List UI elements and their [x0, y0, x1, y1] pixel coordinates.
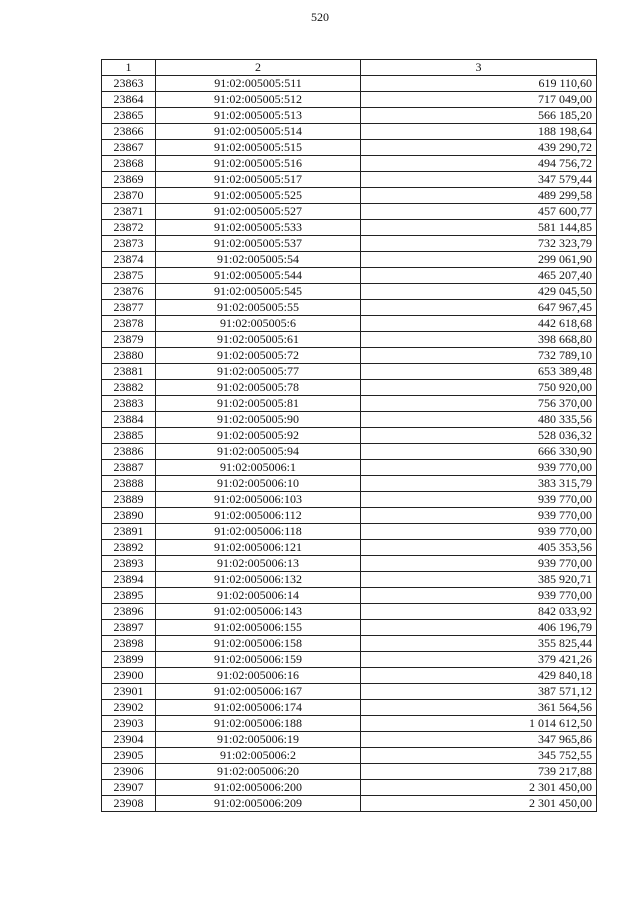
row-number-cell: 23901: [102, 684, 156, 700]
row-number-cell: 23865: [102, 108, 156, 124]
row-number-cell: 23879: [102, 332, 156, 348]
value-cell: 188 198,64: [361, 124, 597, 140]
row-number-cell: 23906: [102, 764, 156, 780]
cadastral-number-cell: 91:02:005006:16: [156, 668, 361, 684]
row-number-cell: 23873: [102, 236, 156, 252]
value-cell: 732 789,10: [361, 348, 597, 364]
value-cell: 653 389,48: [361, 364, 597, 380]
table-row: [102, 172, 597, 188]
row-number-cell: 23882: [102, 380, 156, 396]
table-row: [102, 652, 597, 668]
cadastral-number-cell: 91:02:005006:121: [156, 540, 361, 556]
value-cell: 939 770,00: [361, 588, 597, 604]
table-row: [102, 428, 597, 444]
cadastral-number-cell: 91:02:005006:209: [156, 796, 361, 812]
cadastral-number-cell: 91:02:005005:92: [156, 428, 361, 444]
table-row: [102, 92, 597, 108]
table-row: [102, 620, 597, 636]
table-row: [102, 140, 597, 156]
value-cell: 383 315,79: [361, 476, 597, 492]
value-cell: 528 036,32: [361, 428, 597, 444]
value-cell: 347 965,86: [361, 732, 597, 748]
row-number-cell: 23884: [102, 412, 156, 428]
cadastral-number-cell: 91:02:005005:515: [156, 140, 361, 156]
cadastral-number-cell: 91:02:005006:158: [156, 636, 361, 652]
row-number-cell: 23893: [102, 556, 156, 572]
value-cell: 406 196,79: [361, 620, 597, 636]
cadastral-number-cell: 91:02:005005:81: [156, 396, 361, 412]
cadastral-number-cell: 91:02:005005:55: [156, 300, 361, 316]
value-cell: 566 185,20: [361, 108, 597, 124]
value-cell: 361 564,56: [361, 700, 597, 716]
row-number-cell: 23905: [102, 748, 156, 764]
value-cell: 405 353,56: [361, 540, 597, 556]
table-row: [102, 300, 597, 316]
row-number-cell: 23874: [102, 252, 156, 268]
cadastral-number-cell: 91:02:005006:20: [156, 764, 361, 780]
cadastral-number-cell: 91:02:005006:132: [156, 572, 361, 588]
row-number-cell: 23886: [102, 444, 156, 460]
table-row: [102, 412, 597, 428]
value-cell: 756 370,00: [361, 396, 597, 412]
cadastral-number-cell: 91:02:005006:167: [156, 684, 361, 700]
table-row: [102, 700, 597, 716]
value-cell: 398 668,80: [361, 332, 597, 348]
cadastral-number-cell: 91:02:005005:513: [156, 108, 361, 124]
row-number-cell: 23872: [102, 220, 156, 236]
table-row: [102, 444, 597, 460]
value-cell: 355 825,44: [361, 636, 597, 652]
row-number-cell: 23883: [102, 396, 156, 412]
cadastral-number-cell: 91:02:005005:512: [156, 92, 361, 108]
cadastral-number-cell: 91:02:005006:188: [156, 716, 361, 732]
table-row: [102, 604, 597, 620]
table-row: [102, 396, 597, 412]
table-row: [102, 780, 597, 796]
value-cell: 581 144,85: [361, 220, 597, 236]
cadastral-number-cell: 91:02:005006:174: [156, 700, 361, 716]
cadastral-number-cell: 91:02:005005:61: [156, 332, 361, 348]
value-cell: 439 290,72: [361, 140, 597, 156]
row-number-cell: 23863: [102, 76, 156, 92]
table-row: [102, 124, 597, 140]
value-cell: 385 920,71: [361, 572, 597, 588]
cadastral-number-cell: 91:02:005005:516: [156, 156, 361, 172]
cadastral-number-cell: 91:02:005005:54: [156, 252, 361, 268]
cadastral-number-cell: 91:02:005006:159: [156, 652, 361, 668]
row-number-cell: 23867: [102, 140, 156, 156]
cadastral-number-cell: 91:02:005005:514: [156, 124, 361, 140]
row-number-cell: 23899: [102, 652, 156, 668]
table-row: [102, 476, 597, 492]
value-cell: 429 045,50: [361, 284, 597, 300]
table-row: [102, 252, 597, 268]
row-number-cell: 23900: [102, 668, 156, 684]
value-cell: 732 323,79: [361, 236, 597, 252]
column-header-1: 1: [102, 60, 156, 76]
row-number-cell: 23895: [102, 588, 156, 604]
row-number-cell: 23866: [102, 124, 156, 140]
row-number-cell: 23890: [102, 508, 156, 524]
table-row: [102, 348, 597, 364]
table-row: [102, 764, 597, 780]
cadastral-number-cell: 91:02:005005:78: [156, 380, 361, 396]
cadastral-number-cell: 91:02:005006:13: [156, 556, 361, 572]
value-cell: 1 014 612,50: [361, 716, 597, 732]
table-row: [102, 236, 597, 252]
table-row: [102, 332, 597, 348]
cadastral-table: [101, 59, 597, 812]
table-row: [102, 268, 597, 284]
value-cell: 429 840,18: [361, 668, 597, 684]
value-cell: 465 207,40: [361, 268, 597, 284]
row-number-cell: 23908: [102, 796, 156, 812]
value-cell: 494 756,72: [361, 156, 597, 172]
table-row: [102, 492, 597, 508]
value-cell: 739 217,88: [361, 764, 597, 780]
row-number-cell: 23885: [102, 428, 156, 444]
cadastral-number-cell: 91:02:005005:544: [156, 268, 361, 284]
value-cell: 2 301 450,00: [361, 780, 597, 796]
table-body: [102, 76, 597, 812]
table-row: [102, 732, 597, 748]
table-row: [102, 524, 597, 540]
table-row: [102, 540, 597, 556]
value-cell: 480 335,56: [361, 412, 597, 428]
value-cell: 750 920,00: [361, 380, 597, 396]
table-row: [102, 668, 597, 684]
cadastral-number-cell: 91:02:005005:6: [156, 316, 361, 332]
cadastral-number-cell: 91:02:005005:90: [156, 412, 361, 428]
value-cell: 379 421,26: [361, 652, 597, 668]
table-row: [102, 684, 597, 700]
column-header-2: 2: [156, 60, 361, 76]
row-number-cell: 23897: [102, 620, 156, 636]
cadastral-number-cell: 91:02:005006:19: [156, 732, 361, 748]
cadastral-number-cell: 91:02:005005:525: [156, 188, 361, 204]
value-cell: 2 301 450,00: [361, 796, 597, 812]
table-row: [102, 188, 597, 204]
cadastral-number-cell: 91:02:005006:112: [156, 508, 361, 524]
row-number-cell: 23864: [102, 92, 156, 108]
cadastral-number-cell: 91:02:005006:200: [156, 780, 361, 796]
value-cell: 717 049,00: [361, 92, 597, 108]
row-number-cell: 23871: [102, 204, 156, 220]
row-number-cell: 23869: [102, 172, 156, 188]
cadastral-number-cell: 91:02:005006:14: [156, 588, 361, 604]
row-number-cell: 23889: [102, 492, 156, 508]
cadastral-number-cell: 91:02:005005:545: [156, 284, 361, 300]
table-row: [102, 588, 597, 604]
value-cell: 619 110,60: [361, 76, 597, 92]
cadastral-number-cell: 91:02:005005:77: [156, 364, 361, 380]
row-number-cell: 23880: [102, 348, 156, 364]
value-cell: 647 967,45: [361, 300, 597, 316]
value-cell: 489 299,58: [361, 188, 597, 204]
row-number-cell: 23896: [102, 604, 156, 620]
row-number-cell: 23887: [102, 460, 156, 476]
table-row: [102, 460, 597, 476]
column-header-3: 3: [361, 60, 597, 76]
page-number: 520: [311, 10, 329, 24]
table-row: [102, 508, 597, 524]
row-number-cell: 23902: [102, 700, 156, 716]
value-cell: 299 061,90: [361, 252, 597, 268]
table-row: [102, 572, 597, 588]
table-row: [102, 380, 597, 396]
row-number-cell: 23888: [102, 476, 156, 492]
table-row: [102, 220, 597, 236]
row-number-cell: 23907: [102, 780, 156, 796]
cadastral-number-cell: 91:02:005006:1: [156, 460, 361, 476]
cadastral-number-cell: 91:02:005006:10: [156, 476, 361, 492]
row-number-cell: 23891: [102, 524, 156, 540]
row-number-cell: 23894: [102, 572, 156, 588]
table-row: [102, 748, 597, 764]
table-row: [102, 108, 597, 124]
cadastral-number-cell: 91:02:005005:533: [156, 220, 361, 236]
cadastral-number-cell: 91:02:005006:2: [156, 748, 361, 764]
table-row: [102, 716, 597, 732]
cadastral-number-cell: 91:02:005005:94: [156, 444, 361, 460]
table-row: [102, 796, 597, 812]
value-cell: 939 770,00: [361, 460, 597, 476]
table-header-row: [102, 60, 597, 76]
cadastral-number-cell: 91:02:005006:155: [156, 620, 361, 636]
table-row: [102, 284, 597, 300]
value-cell: 457 600,77: [361, 204, 597, 220]
row-number-cell: 23875: [102, 268, 156, 284]
row-number-cell: 23892: [102, 540, 156, 556]
row-number-cell: 23903: [102, 716, 156, 732]
row-number-cell: 23876: [102, 284, 156, 300]
row-number-cell: 23904: [102, 732, 156, 748]
row-number-cell: 23877: [102, 300, 156, 316]
table-row: [102, 556, 597, 572]
cadastral-number-cell: 91:02:005005:72: [156, 348, 361, 364]
cadastral-number-cell: 91:02:005005:517: [156, 172, 361, 188]
table-row: [102, 204, 597, 220]
value-cell: 939 770,00: [361, 556, 597, 572]
value-cell: 939 770,00: [361, 524, 597, 540]
value-cell: 939 770,00: [361, 508, 597, 524]
row-number-cell: 23881: [102, 364, 156, 380]
table-row: [102, 156, 597, 172]
table-row: [102, 76, 597, 92]
value-cell: 345 752,55: [361, 748, 597, 764]
value-cell: 347 579,44: [361, 172, 597, 188]
value-cell: 939 770,00: [361, 492, 597, 508]
cadastral-number-cell: 91:02:005005:511: [156, 76, 361, 92]
row-number-cell: 23868: [102, 156, 156, 172]
cadastral-number-cell: 91:02:005006:103: [156, 492, 361, 508]
cadastral-number-cell: 91:02:005005:527: [156, 204, 361, 220]
row-number-cell: 23870: [102, 188, 156, 204]
value-cell: 666 330,90: [361, 444, 597, 460]
row-number-cell: 23878: [102, 316, 156, 332]
cadastral-number-cell: 91:02:005006:118: [156, 524, 361, 540]
cadastral-number-cell: 91:02:005005:537: [156, 236, 361, 252]
table-row: [102, 364, 597, 380]
cadastral-number-cell: 91:02:005006:143: [156, 604, 361, 620]
table-row: [102, 316, 597, 332]
value-cell: 842 033,92: [361, 604, 597, 620]
row-number-cell: 23898: [102, 636, 156, 652]
value-cell: 387 571,12: [361, 684, 597, 700]
value-cell: 442 618,68: [361, 316, 597, 332]
table-row: [102, 636, 597, 652]
